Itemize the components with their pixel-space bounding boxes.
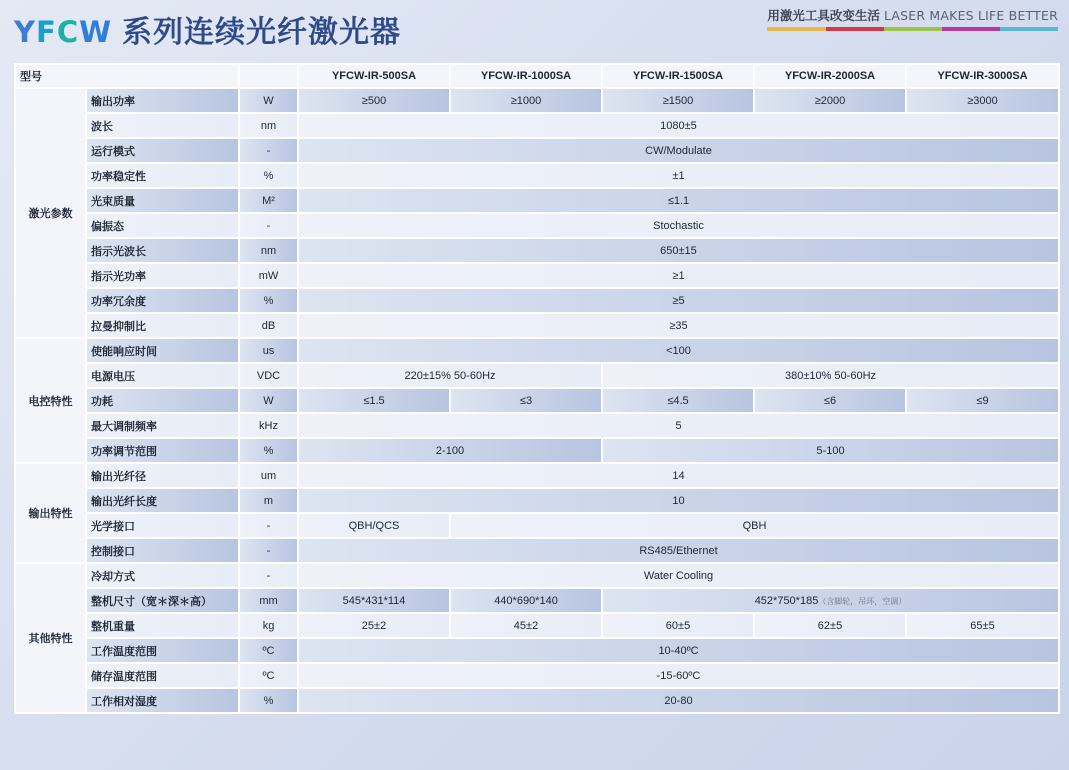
param-value: 5-100 — [602, 438, 1059, 463]
param-label: 指示光波长 — [86, 238, 239, 263]
table-row — [15, 288, 1059, 313]
table-row — [15, 238, 1059, 263]
unit-header — [239, 64, 298, 88]
param-value: 380±10% 50-60Hz — [602, 363, 1059, 388]
param-unit: W — [239, 388, 298, 413]
model-name: YFCW-IR-500SA — [298, 64, 450, 88]
param-value: QBH — [450, 513, 1059, 538]
table-row — [15, 513, 1059, 538]
table-row — [15, 363, 1059, 388]
param-label: 指示光功率 — [86, 263, 239, 288]
table-row — [15, 638, 1059, 663]
param-value: 45±2 — [450, 613, 602, 638]
param-unit: m — [239, 488, 298, 513]
table-row — [15, 88, 1059, 113]
param-unit: - — [239, 513, 298, 538]
param-label: 拉曼抑制比 — [86, 313, 239, 338]
table-row — [15, 388, 1059, 413]
param-label: 输出光纤径 — [86, 463, 239, 488]
param-value: <100 — [298, 338, 1059, 363]
param-value: ≥1000 — [450, 88, 602, 113]
slogan-en: LASER MAKES LIFE BETTER — [883, 8, 1058, 23]
param-value: 1080±5 — [298, 113, 1059, 138]
table-row — [15, 488, 1059, 513]
model-label: 型号 — [15, 64, 239, 88]
param-unit: mW — [239, 263, 298, 288]
param-label: 使能响应时间 — [86, 338, 239, 363]
param-label: 功率冗余度 — [86, 288, 239, 313]
param-unit: um — [239, 463, 298, 488]
param-unit: nm — [239, 238, 298, 263]
param-unit: ºC — [239, 638, 298, 663]
param-unit: - — [239, 213, 298, 238]
color-segment — [942, 27, 1000, 31]
param-label: 波长 — [86, 113, 239, 138]
param-unit: % — [239, 288, 298, 313]
brand-letter: W — [79, 15, 113, 49]
spec-table — [14, 63, 1060, 714]
param-unit: kHz — [239, 413, 298, 438]
table-row — [15, 563, 1059, 588]
param-label: 功率稳定性 — [86, 163, 239, 188]
param-value: ≤6 — [754, 388, 906, 413]
param-value: 25±2 — [298, 613, 450, 638]
dimension-note: （含脚轮，吊环，空调） — [818, 596, 907, 606]
param-unit: ºC — [239, 663, 298, 688]
param-label: 储存温度范围 — [86, 663, 239, 688]
model-name: YFCW-IR-3000SA — [906, 64, 1059, 88]
param-unit: nm — [239, 113, 298, 138]
param-unit: - — [239, 563, 298, 588]
param-value: 545*431*114 — [298, 588, 450, 613]
color-segment — [826, 27, 884, 31]
param-label: 功率调节范围 — [86, 438, 239, 463]
param-label: 偏振态 — [86, 213, 239, 238]
param-unit: % — [239, 163, 298, 188]
param-value: 60±5 — [602, 613, 754, 638]
param-unit: kg — [239, 613, 298, 638]
param-value: ≥1500 — [602, 88, 754, 113]
dimension-value: 452*750*185 — [754, 594, 819, 607]
model-name: YFCW-IR-2000SA — [754, 64, 906, 88]
param-unit: us — [239, 338, 298, 363]
param-label: 功耗 — [86, 388, 239, 413]
color-segment — [767, 27, 825, 31]
param-unit: dB — [239, 313, 298, 338]
param-value: 5 — [298, 413, 1059, 438]
table-row — [15, 338, 1059, 363]
param-value: QBH/QCS — [298, 513, 450, 538]
brand-letter: C — [56, 15, 80, 49]
table-row — [15, 438, 1059, 463]
param-value: ≤4.5 — [602, 388, 754, 413]
group-output: 输出特性 — [15, 463, 86, 563]
param-value: CW/Modulate — [298, 138, 1059, 163]
param-value: Water Cooling — [298, 563, 1059, 588]
table-row — [15, 163, 1059, 188]
slogan — [767, 7, 1058, 31]
param-unit: VDC — [239, 363, 298, 388]
color-segment — [884, 27, 942, 31]
table-row — [15, 538, 1059, 563]
param-value: 220±15% 50-60Hz — [298, 363, 602, 388]
param-label: 输出光纤长度 — [86, 488, 239, 513]
param-label: 控制接口 — [86, 538, 239, 563]
table-row — [15, 613, 1059, 638]
param-label: 光学接口 — [86, 513, 239, 538]
param-value: ±1 — [298, 163, 1059, 188]
table-row — [15, 313, 1059, 338]
model-name: YFCW-IR-1500SA — [602, 64, 754, 88]
model-name: YFCW-IR-1000SA — [450, 64, 602, 88]
param-value: 62±5 — [754, 613, 906, 638]
param-label: 电源电压 — [86, 363, 239, 388]
param-value: 10 — [298, 488, 1059, 513]
param-label: 光束质量 — [86, 188, 239, 213]
param-value: ≤1.1 — [298, 188, 1059, 213]
param-value: 10-40ºC — [298, 638, 1059, 663]
brand-letter: Y — [14, 15, 36, 49]
param-unit: W — [239, 88, 298, 113]
table-row — [15, 663, 1059, 688]
model-header-row — [15, 64, 1059, 88]
slogan-color-bar — [767, 27, 1058, 31]
param-value: 440*690*140 — [450, 588, 602, 613]
param-label: 整机尺寸（宽＊深＊高） — [86, 588, 239, 613]
table-row — [15, 213, 1059, 238]
param-value: ≥5 — [298, 288, 1059, 313]
param-unit: % — [239, 688, 298, 713]
param-value: 2-100 — [298, 438, 602, 463]
param-value: ≥1 — [298, 263, 1059, 288]
param-value: RS485/Ethernet — [298, 538, 1059, 563]
group-electrical: 电控特性 — [15, 338, 86, 463]
param-value: ≤3 — [450, 388, 602, 413]
param-value: ≤1.5 — [298, 388, 450, 413]
param-label: 整机重量 — [86, 613, 239, 638]
table-row — [15, 138, 1059, 163]
param-unit: % — [239, 438, 298, 463]
param-label: 工作温度范围 — [86, 638, 239, 663]
param-value: ≤9 — [906, 388, 1059, 413]
param-value: ≥3000 — [906, 88, 1059, 113]
param-value: 20-80 — [298, 688, 1059, 713]
table-row — [15, 263, 1059, 288]
param-value — [602, 588, 1059, 613]
brand-logo — [14, 12, 112, 52]
param-value: -15-60ºC — [298, 663, 1059, 688]
param-value: 14 — [298, 463, 1059, 488]
slogan-cn: 用激光工具改变生活 — [767, 8, 880, 23]
brand-letter: F — [36, 15, 57, 49]
param-label: 冷却方式 — [86, 563, 239, 588]
param-unit: - — [239, 538, 298, 563]
table-row — [15, 588, 1059, 613]
table-row — [15, 463, 1059, 488]
color-segment — [1000, 27, 1058, 31]
group-other: 其他特性 — [15, 563, 86, 713]
param-value: ≥35 — [298, 313, 1059, 338]
param-unit: - — [239, 138, 298, 163]
param-unit: mm — [239, 588, 298, 613]
param-value: 650±15 — [298, 238, 1059, 263]
table-row — [15, 188, 1059, 213]
table-row — [15, 688, 1059, 713]
param-unit: M² — [239, 188, 298, 213]
param-label: 工作相对湿度 — [86, 688, 239, 713]
page-title: 系列连续光纤激光器 — [122, 15, 401, 50]
param-value: Stochastic — [298, 213, 1059, 238]
table-row — [15, 413, 1059, 438]
param-value: ≥2000 — [754, 88, 906, 113]
group-laser-params: 激光参数 — [15, 88, 86, 338]
table-row — [15, 113, 1059, 138]
param-value: ≥500 — [298, 88, 450, 113]
param-label: 输出功率 — [86, 88, 239, 113]
page-header — [0, 0, 1069, 62]
param-label: 最大调制频率 — [86, 413, 239, 438]
param-label: 运行模式 — [86, 138, 239, 163]
param-value: 65±5 — [906, 613, 1059, 638]
